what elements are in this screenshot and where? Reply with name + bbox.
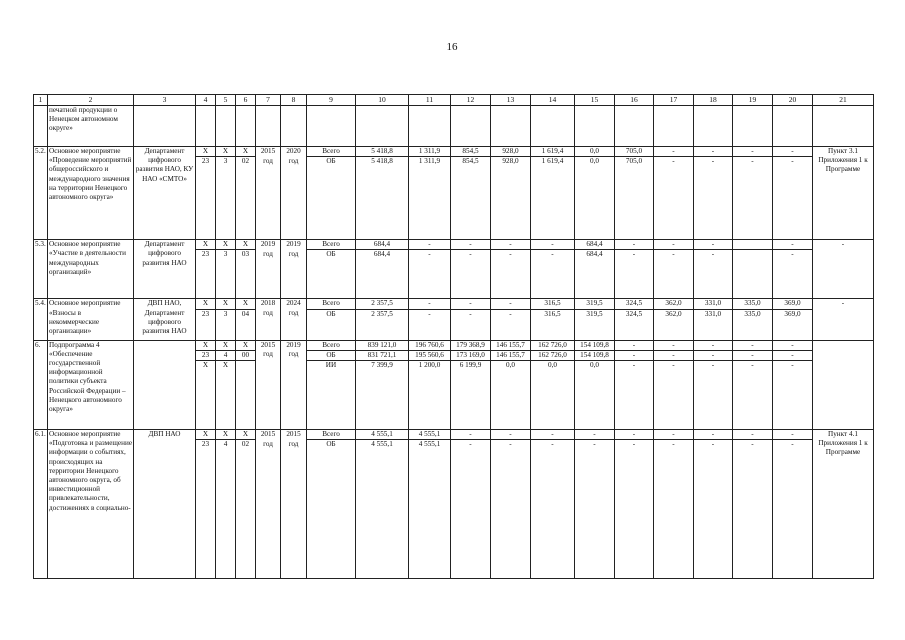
value-cell: -: [694, 440, 733, 579]
table-cell: [694, 106, 733, 147]
value-cell: -: [694, 147, 733, 157]
value-cell: -: [733, 440, 773, 579]
value-cell: -: [654, 250, 694, 299]
end-year: 2015: [281, 430, 307, 440]
table-row: [34, 299, 874, 309]
value-cell: 162 726,0: [531, 350, 575, 360]
value-cell: 154 109,8: [575, 350, 615, 360]
start-year: 2015: [256, 147, 281, 157]
value-cell: -: [531, 430, 575, 440]
value-cell: -: [451, 299, 491, 309]
column-header: 5: [216, 95, 236, 106]
value-cell: 705,0: [615, 157, 654, 240]
code-cell: X: [236, 147, 256, 157]
value-cell: -: [773, 440, 813, 579]
value-cell: -: [615, 430, 654, 440]
column-header: 7: [256, 95, 281, 106]
funding-source: Всего: [307, 430, 356, 440]
table-cell: [531, 106, 575, 147]
code-cell: X: [236, 299, 256, 309]
value-cell: -: [615, 361, 654, 430]
value-cell: 684,4: [575, 240, 615, 250]
code-cell: X: [196, 240, 216, 250]
funding-source: ОБ: [307, 309, 356, 340]
value-cell: 362,0: [654, 309, 694, 340]
end-year: 2020: [281, 147, 307, 157]
value-cell: [733, 250, 773, 299]
column-header: 10: [356, 95, 409, 106]
value-cell: -: [694, 250, 733, 299]
code-cell: X: [196, 340, 216, 350]
code-cell: 00: [236, 350, 256, 360]
code-cell: 3: [216, 157, 236, 240]
row-number: 5.3.: [34, 240, 48, 299]
table-row: [34, 340, 874, 350]
table-cell: [34, 106, 48, 147]
column-header: 9: [307, 95, 356, 106]
code-cell: X: [216, 430, 236, 440]
value-cell: 331,0: [694, 299, 733, 309]
column-header: 20: [773, 95, 813, 106]
column-header: 3: [134, 95, 196, 106]
executor: Департамент цифрового развития НАО, КУ НАО «СМТО»: [134, 147, 196, 240]
value-cell: -: [733, 361, 773, 430]
year-label: год: [281, 309, 307, 340]
row-name: Основное мероприятие «Проведение мероприятий общероссийского и международного значения на территории Ненецкого автономного округа»: [48, 147, 134, 240]
value-cell: -: [451, 250, 491, 299]
value-cell: -: [451, 440, 491, 579]
value-cell: 854,5: [451, 147, 491, 157]
value-cell: 5 418,8: [356, 147, 409, 157]
value-cell: 854,5: [451, 157, 491, 240]
start-year: 2015: [256, 340, 281, 350]
header-row: [34, 95, 874, 106]
value-cell: -: [733, 430, 773, 440]
value-cell: -: [491, 309, 531, 340]
value-cell: -: [654, 147, 694, 157]
value-cell: 831 721,1: [356, 350, 409, 360]
code-cell: 04: [236, 309, 256, 340]
value-cell: -: [773, 430, 813, 440]
page-number: 16: [446, 41, 458, 53]
funding-source: ОБ: [307, 157, 356, 240]
value-cell: 0,0: [575, 157, 615, 240]
column-header: 1: [34, 95, 48, 106]
row-number: 5.4.: [34, 299, 48, 340]
value-cell: 335,0: [733, 299, 773, 309]
value-cell: 146 155,7: [491, 340, 531, 350]
value-cell: -: [615, 250, 654, 299]
value-cell: 705,0: [615, 147, 654, 157]
value-cell: 1 619,4: [531, 157, 575, 240]
year-label: год: [256, 157, 281, 240]
code-cell: 23: [196, 250, 216, 299]
value-cell: 839 121,0: [356, 340, 409, 350]
value-cell: 684,4: [356, 240, 409, 250]
value-cell: -: [654, 361, 694, 430]
table-cell: [134, 340, 196, 429]
value-cell: 362,0: [654, 299, 694, 309]
value-cell: 4 555,1: [409, 440, 451, 579]
table-cell: [196, 106, 216, 147]
value-cell: -: [694, 157, 733, 240]
code-cell: 23: [196, 440, 216, 579]
value-cell: -: [491, 440, 531, 579]
value-cell: 0,0: [575, 147, 615, 157]
code-cell: X: [196, 299, 216, 309]
value-cell: -: [773, 340, 813, 350]
code-cell: 3: [216, 250, 236, 299]
code-cell: 4: [216, 350, 236, 360]
value-cell: 4 555,1: [356, 440, 409, 579]
value-cell: -: [773, 250, 813, 299]
value-cell: -: [491, 250, 531, 299]
code-cell: 23: [196, 350, 216, 360]
table-cell: [356, 106, 409, 147]
code-cell: 23: [196, 309, 216, 340]
note: -: [813, 299, 874, 340]
value-cell: 0,0: [531, 361, 575, 430]
table-cell: [733, 106, 773, 147]
value-cell: 7 399,9: [356, 361, 409, 430]
value-cell: -: [531, 440, 575, 579]
column-header: 19: [733, 95, 773, 106]
code-cell: X: [216, 147, 236, 157]
code-cell: X: [216, 340, 236, 350]
code-cell: [236, 361, 256, 430]
row-number: 6.: [34, 340, 48, 429]
column-header: 12: [451, 95, 491, 106]
executor: Департамент цифрового развития НАО: [134, 240, 196, 299]
start-year: 2018: [256, 299, 281, 309]
value-cell: 173 169,0: [451, 350, 491, 360]
value-cell: -: [694, 361, 733, 430]
year-label: год: [281, 440, 307, 579]
note: Пункт 3.1 Приложения 1 к Программе: [813, 147, 874, 240]
value-cell: -: [615, 440, 654, 579]
executor: ДВП НАО, Департамент цифрового развития НАО: [134, 299, 196, 340]
value-cell: -: [694, 340, 733, 350]
table-cell: [134, 106, 196, 147]
code-cell: X: [196, 147, 216, 157]
value-cell: -: [409, 299, 451, 309]
note: -: [813, 240, 874, 299]
value-cell: -: [491, 299, 531, 309]
value-cell: 928,0: [491, 147, 531, 157]
table-cell: [575, 106, 615, 147]
executor: ДВП НАО: [134, 430, 196, 579]
value-cell: -: [491, 430, 531, 440]
value-cell: 316,5: [531, 299, 575, 309]
start-year: 2015: [256, 430, 281, 440]
table-cell: [281, 106, 307, 147]
table-cell: [256, 106, 281, 147]
table-cell: [813, 106, 874, 147]
end-year: 2019: [281, 240, 307, 250]
row-number: 6.1.: [34, 430, 48, 579]
code-cell: 03: [236, 250, 256, 299]
column-header: 18: [694, 95, 733, 106]
code-cell: 02: [236, 440, 256, 579]
value-cell: -: [694, 350, 733, 360]
table-row: [34, 240, 874, 250]
column-header: 17: [654, 95, 694, 106]
value-cell: 1 311,9: [409, 147, 451, 157]
row-name: печатной продукции о Ненецком автономном округе»: [48, 106, 134, 147]
funding-source: ОБ: [307, 250, 356, 299]
value-cell: -: [451, 309, 491, 340]
value-cell: [733, 240, 773, 250]
table-cell: [236, 106, 256, 147]
value-cell: -: [491, 240, 531, 250]
table-cell: [256, 361, 281, 430]
table-cell: [654, 106, 694, 147]
funding-source: ИИ: [307, 361, 356, 430]
end-year: 2024: [281, 299, 307, 309]
year-label: год: [281, 157, 307, 240]
column-header: 4: [196, 95, 216, 106]
code-cell: X: [236, 340, 256, 350]
code-cell: X: [236, 430, 256, 440]
table-cell: [216, 106, 236, 147]
table-cell: [409, 106, 451, 147]
value-cell: -: [654, 340, 694, 350]
year-label: год: [281, 250, 307, 299]
table-cell: [615, 106, 654, 147]
value-cell: -: [654, 430, 694, 440]
column-header: 21: [813, 95, 874, 106]
program-finance-table: [33, 94, 874, 579]
end-year: 2019: [281, 340, 307, 350]
value-cell: -: [615, 240, 654, 250]
value-cell: 369,0: [773, 309, 813, 340]
column-header: 15: [575, 95, 615, 106]
code-cell: 02: [236, 157, 256, 240]
value-cell: -: [773, 157, 813, 240]
value-cell: 335,0: [733, 309, 773, 340]
value-cell: 5 418,8: [356, 157, 409, 240]
table-row: [34, 106, 874, 147]
value-cell: 162 726,0: [531, 340, 575, 350]
table-row: [34, 147, 874, 157]
code-cell: X: [236, 240, 256, 250]
value-cell: -: [654, 350, 694, 360]
row-name: Основное мероприятие «Подготовка и размещение информации о событиях, происходящих на территории Ненецкого автономного округа, об инвестиционной привлекательности, достижениях в социально-: [48, 430, 134, 579]
column-header: 2: [48, 95, 134, 106]
value-cell: -: [733, 350, 773, 360]
value-cell: 179 368,9: [451, 340, 491, 350]
value-cell: 324,5: [615, 299, 654, 309]
funding-source: Всего: [307, 340, 356, 350]
value-cell: -: [654, 240, 694, 250]
code-cell: 4: [216, 440, 236, 579]
value-cell: 2 357,5: [356, 299, 409, 309]
row-name: Основное мероприятие «Взносы в некоммерческие организации»: [48, 299, 134, 340]
value-cell: 1 200,0: [409, 361, 451, 430]
row-name: Подпрограмма 4 «Обеспечение государственной информационной политики субъекта Российской Федерации – Ненецкого автономного округа»: [48, 340, 134, 429]
code-cell: X: [196, 430, 216, 440]
funding-source: Всего: [307, 147, 356, 157]
value-cell: 319,5: [575, 299, 615, 309]
value-cell: -: [409, 250, 451, 299]
value-cell: 331,0: [694, 309, 733, 340]
value-cell: -: [773, 350, 813, 360]
value-cell: -: [409, 309, 451, 340]
start-year: 2019: [256, 240, 281, 250]
column-header: 6: [236, 95, 256, 106]
funding-source: ОБ: [307, 350, 356, 360]
value-cell: -: [694, 240, 733, 250]
table-cell: [281, 361, 307, 430]
column-header: 11: [409, 95, 451, 106]
value-cell: 195 560,6: [409, 350, 451, 360]
value-cell: -: [531, 240, 575, 250]
value-cell: -: [733, 147, 773, 157]
column-header: 13: [491, 95, 531, 106]
code-cell: X: [216, 240, 236, 250]
year-label: год: [281, 350, 307, 360]
value-cell: -: [773, 240, 813, 250]
value-cell: -: [654, 157, 694, 240]
table-cell: [307, 106, 356, 147]
table-row: [34, 430, 874, 440]
value-cell: 154 109,8: [575, 340, 615, 350]
code-cell: X: [196, 361, 216, 430]
note: Пункт 4.1 Приложения 1 к Программе: [813, 430, 874, 579]
column-header: 16: [615, 95, 654, 106]
value-cell: -: [531, 250, 575, 299]
funding-source: ОБ: [307, 440, 356, 579]
value-cell: -: [773, 147, 813, 157]
value-cell: 684,4: [356, 250, 409, 299]
value-cell: -: [575, 430, 615, 440]
value-cell: 1 619,4: [531, 147, 575, 157]
value-cell: -: [615, 350, 654, 360]
year-label: год: [256, 250, 281, 299]
value-cell: -: [733, 157, 773, 240]
value-cell: 316,5: [531, 309, 575, 340]
value-cell: 4 555,1: [409, 430, 451, 440]
value-cell: 324,5: [615, 309, 654, 340]
value-cell: -: [575, 440, 615, 579]
table-cell: [813, 340, 874, 429]
value-cell: -: [733, 340, 773, 350]
value-cell: 369,0: [773, 299, 813, 309]
code-cell: X: [216, 361, 236, 430]
value-cell: -: [451, 240, 491, 250]
year-label: год: [256, 309, 281, 340]
value-cell: 196 760,6: [409, 340, 451, 350]
code-cell: X: [216, 299, 236, 309]
column-header: 8: [281, 95, 307, 106]
year-label: год: [256, 440, 281, 579]
value-cell: 684,4: [575, 250, 615, 299]
value-cell: -: [654, 440, 694, 579]
value-cell: 928,0: [491, 157, 531, 240]
value-cell: 0,0: [575, 361, 615, 430]
row-number: 5.2.: [34, 147, 48, 240]
table-cell: [773, 106, 813, 147]
year-label: год: [256, 350, 281, 360]
value-cell: 4 555,1: [356, 430, 409, 440]
value-cell: 319,5: [575, 309, 615, 340]
value-cell: 146 155,7: [491, 350, 531, 360]
value-cell: -: [451, 430, 491, 440]
value-cell: 0,0: [491, 361, 531, 430]
funding-source: Всего: [307, 240, 356, 250]
code-cell: 3: [216, 309, 236, 340]
value-cell: 6 199,9: [451, 361, 491, 430]
value-cell: 2 357,5: [356, 309, 409, 340]
table-cell: [451, 106, 491, 147]
funding-source: Всего: [307, 299, 356, 309]
column-header: 14: [531, 95, 575, 106]
value-cell: -: [694, 430, 733, 440]
value-cell: -: [773, 361, 813, 430]
value-cell: -: [409, 240, 451, 250]
value-cell: 1 311,9: [409, 157, 451, 240]
code-cell: 23: [196, 157, 216, 240]
table-cell: [491, 106, 531, 147]
value-cell: -: [615, 340, 654, 350]
row-name: Основное мероприятие «Участие в деятельности международных организаций»: [48, 240, 134, 299]
